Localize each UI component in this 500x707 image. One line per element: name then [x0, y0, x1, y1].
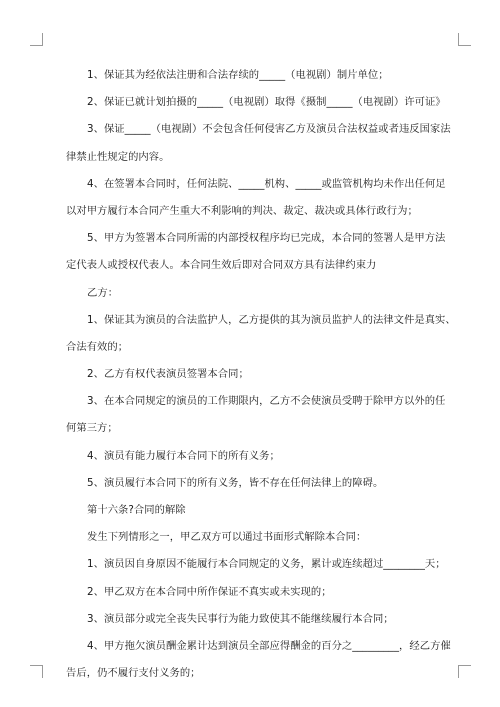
text-line: 4、甲方拖欠演员酬金累计达到演员全部应得酬金的百分之_________，经乙方催	[87, 639, 451, 652]
text-line: 2、乙方有权代表演员签署本合同；	[87, 368, 249, 381]
text-line: 律禁止性规定的内容。	[66, 150, 170, 163]
text-line: 1、保证其为经依法注册和合法存续的_____（电视剧）制片单位；	[87, 69, 389, 81]
text-line: 2、保证已就计划拍摄的_____（电视剧）取得《摄制_____（电视剧）许可证》	[87, 96, 446, 109]
text-line: 5、甲方为签署本合同所需的内部授权程序均已完成，本合同的签署人是甲方法	[87, 232, 446, 245]
crop-mark-bottom-left	[30, 665, 43, 678]
text-line: 5、演员履行本合同下的所有义务，皆不存在任何法律上的障碍。	[87, 476, 384, 489]
text-line: 以对甲方履行本合同产生重大不利影响的判决、裁定、裁决或具体行政行为；	[66, 204, 418, 217]
text-line: 4、在签署本合同时，任何法院、_____机构、_____或监管机构均未作出任何足	[87, 177, 446, 190]
document-body	[66, 62, 456, 687]
text-line: 1、演员因自身原因不能履行本合同规定的义务，累计或连续超过________天；	[87, 558, 446, 571]
text-line: 2、甲乙双方在本合同中所作保证不真实或未实现的；	[87, 585, 332, 598]
text-line: 何第三方；	[66, 422, 118, 435]
text-line: 发生下列情形之一，甲乙双方可以通过书面形式解除本合同：	[87, 531, 367, 544]
text-line: 4、演员有能力履行本合同下的所有义务；	[87, 449, 280, 462]
text-line: 定代表人或授权代表人。本合同生效后即对合同双方具有法律约束力	[66, 259, 377, 272]
crop-mark-bottom-right	[458, 665, 471, 678]
article-heading: 第十六条?合同的解除	[87, 504, 186, 516]
text-line: 3、在本合同规定的演员的工作期限内，乙方不会使演员受聘于除甲方以外的任	[87, 395, 446, 408]
text-line: 1、保证其为演员的合法监护人，乙方提供的其为演员监护人的法律文件是真实、	[87, 313, 456, 326]
crop-mark-top-left	[30, 33, 43, 46]
text-line: 告后，仍不履行支付义务的；	[66, 667, 201, 680]
text-line: 合法有效的；	[66, 340, 129, 353]
crop-mark-top-right	[458, 33, 471, 46]
text-line: 3、保证_____（电视剧）不会包含任何侵害乙方及演员合法权益或者违反国家法	[87, 123, 451, 136]
text-line: 3、演员部分或完全丧失民事行为能力致使其不能继续履行本合同；	[87, 612, 394, 625]
section-heading: 乙方：	[87, 286, 119, 299]
